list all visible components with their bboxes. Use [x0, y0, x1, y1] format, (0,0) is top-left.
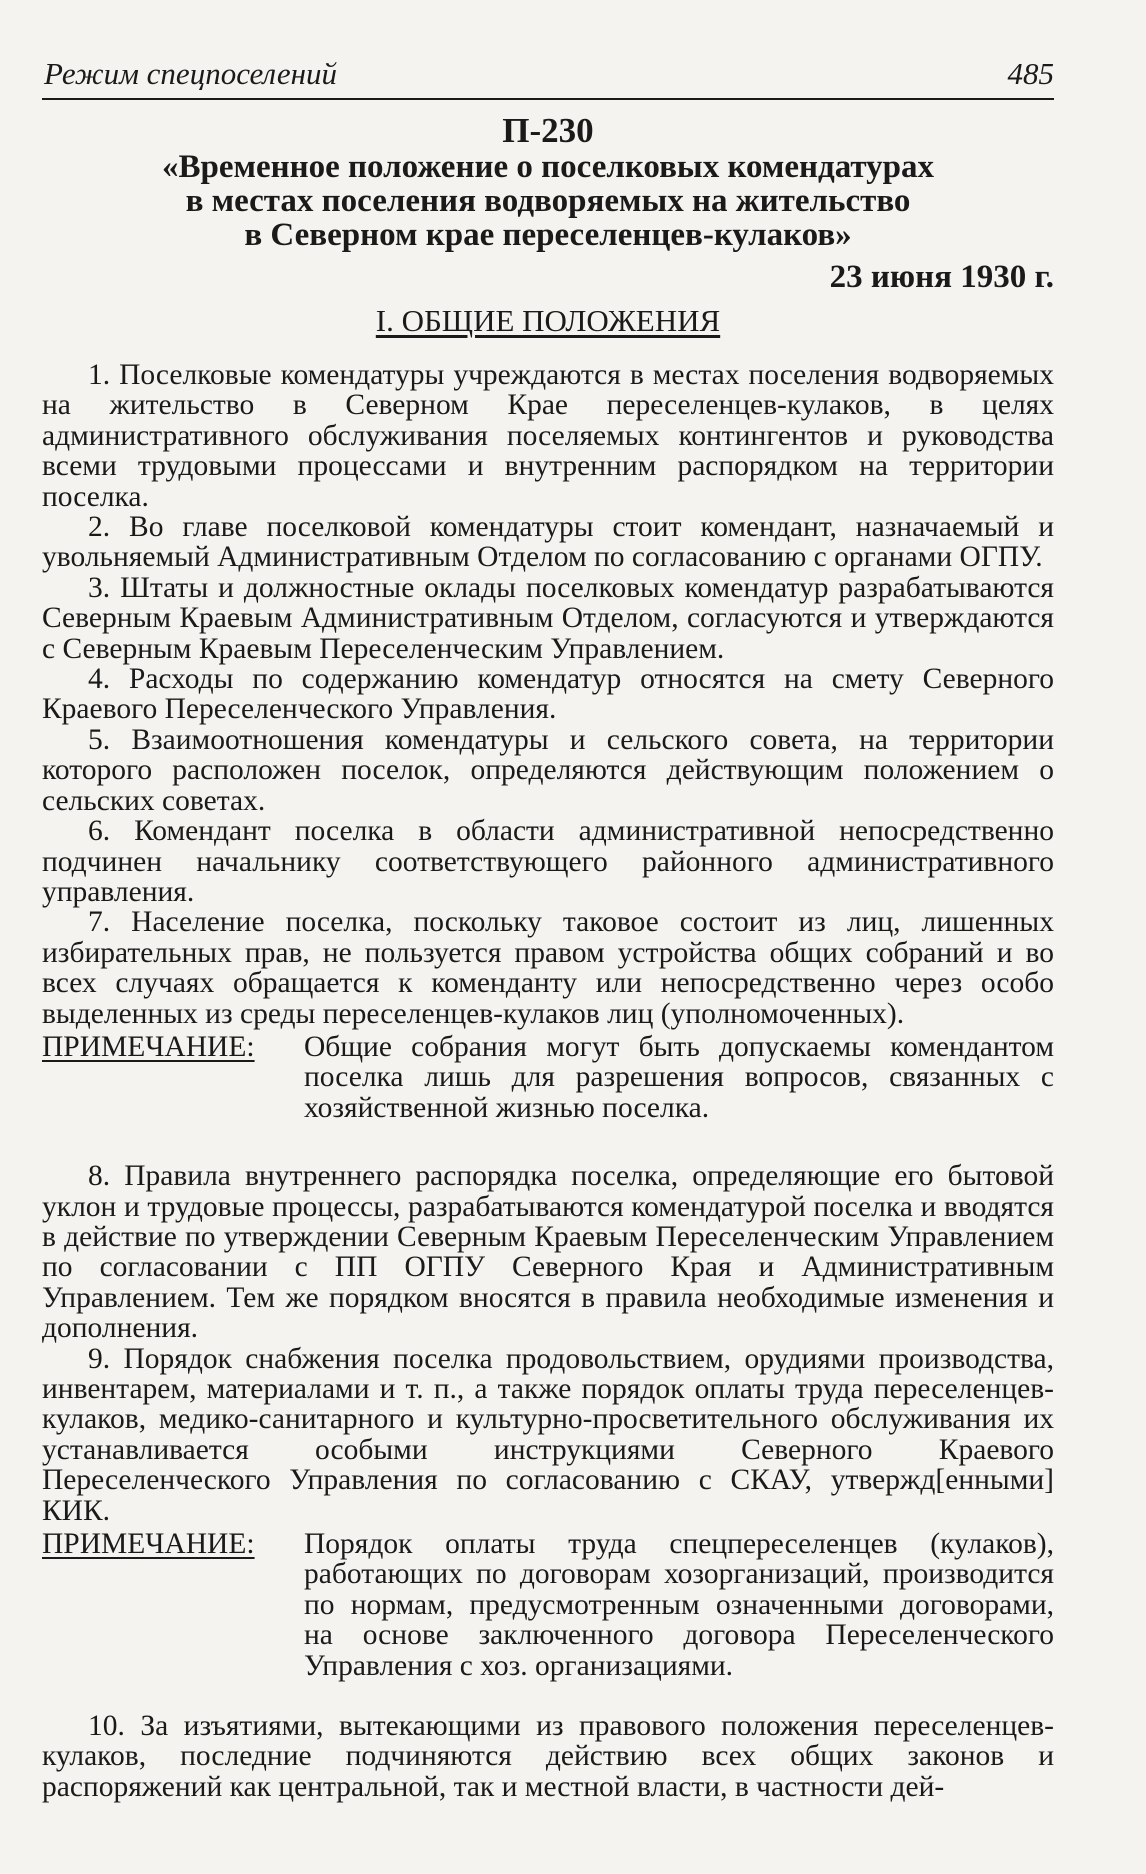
note-1 [42, 1032, 1054, 1123]
note-text: Общие собрания могут быть допускаемы комендантом поселка лишь для разрешения вопросов, связанных с хозяйственной жизнью поселка. [304, 1030, 1054, 1124]
paragraph-8: 8. Правила внутреннего распорядка поселка, определяющие его бытовой уклон и трудовые процессы, разрабатываются комендатурой поселка и вводятся в действие по утверждении Северным Краевым Переселенческим Управлением по согласовании с ПП ОГПУ Северного Края и Административным Управлением. Тем же порядком вносятся в правила необходимые изменения и дополнения. [42, 1160, 1054, 1345]
paragraph-7: 7. Население поселка, поскольку таковое состоит из лиц, лишенных избирательных прав, не пользуется правом устройства общих собраний и во всех случаях обращается к коменданту или непосредственно через особо выделенных из среды переселенцев-кулаков лиц (уполномоченных). [42, 906, 1054, 1030]
document-title-line: в местах поселения водворяемых на жительство [185, 183, 911, 219]
document-title-line: в Северном крае переселенцев-кулаков» [244, 217, 852, 253]
document-date: 23 июня 1930 г. [829, 259, 1054, 295]
page-number: 485 [1007, 56, 1054, 91]
paragraph-4: 4. Расходы по содержанию комендатур относятся на смету Северного Краевого Переселенческого Управления. [42, 663, 1054, 726]
running-header-section-title: Режим спецпоселений [44, 56, 337, 91]
paragraph-9: 9. Порядок снабжения поселка продовольствием, орудиями производства, инвентарем, материалами и т. п., а также порядок оплаты труда переселенцев-кулаков, медико-санитарного и культурно-просветительного обслуживания их устанавливается особыми инструкциями Северного Краевого Переселенческого Управления по согласованию с СКАУ, утвержд[енными] КИК. [42, 1342, 1054, 1527]
paragraph-10: 10. За изъятиями, вытекающими из правового положения переселенцев-кулаков, последние подчиняются действию всех общих законов и распоряжений как центральной, так и местной власти, в частности дей- [42, 1710, 1054, 1803]
note-2 [42, 1529, 1054, 1681]
paragraph-5: 5. Взаимоотношения комендатуры и сельского совета, на территории которого расположен поселок, определяются действующим положением о сельских советах. [42, 723, 1054, 817]
paragraph-1: 1. Поселковые комендатуры учреждаются в местах поселения водворяемых на жительство в Северном Крае переселенцев-кулаков, в целях административного обслуживания поселяемых контингентов и руководства всеми трудовыми процессами и внутренним распорядком на территории поселка. [42, 359, 1054, 513]
document-title [42, 150, 1054, 252]
document-title-line: «Временное положение о поселковых комендатурах [161, 149, 935, 185]
section-heading [42, 303, 1054, 339]
section-heading-text: I. ОБЩИЕ ПОЛОЖЕНИЯ [375, 303, 721, 338]
document-page [42, 0, 1054, 1874]
running-header [42, 52, 1054, 100]
note-text: Порядок оплаты труда спецпереселенцев (кулаков), работающих по договорам хозорганизаций, производится по нормам, предусмотренным означенными договорами, на основе заключенного договора Переселенческого Управления с хоз. организациями. [304, 1528, 1054, 1682]
note-label: ПРИМЕЧАНИЕ: [42, 1528, 255, 1561]
paragraph-6: 6. Комендант поселка в области административной непосредственно подчинен начальнику соответствующего районного административного управления. [42, 815, 1054, 908]
note-label: ПРИМЕЧАНИЕ: [42, 1030, 255, 1063]
document-number: П-230 [502, 111, 594, 150]
paragraph-2: 2. Во главе поселковой комендатуры стоит комендант, назначаемый и увольняемый Административным Отделом по согласованию с органами ОГПУ. [42, 511, 1054, 574]
paragraph-3: 3. Штаты и должностные оклады поселковых комендатур разрабатываются Северным Краевым Административным Отделом, согласуются и утверждаются с Северным Краевым Переселенческим Управлением. [42, 571, 1054, 665]
document-body [42, 360, 1054, 1802]
